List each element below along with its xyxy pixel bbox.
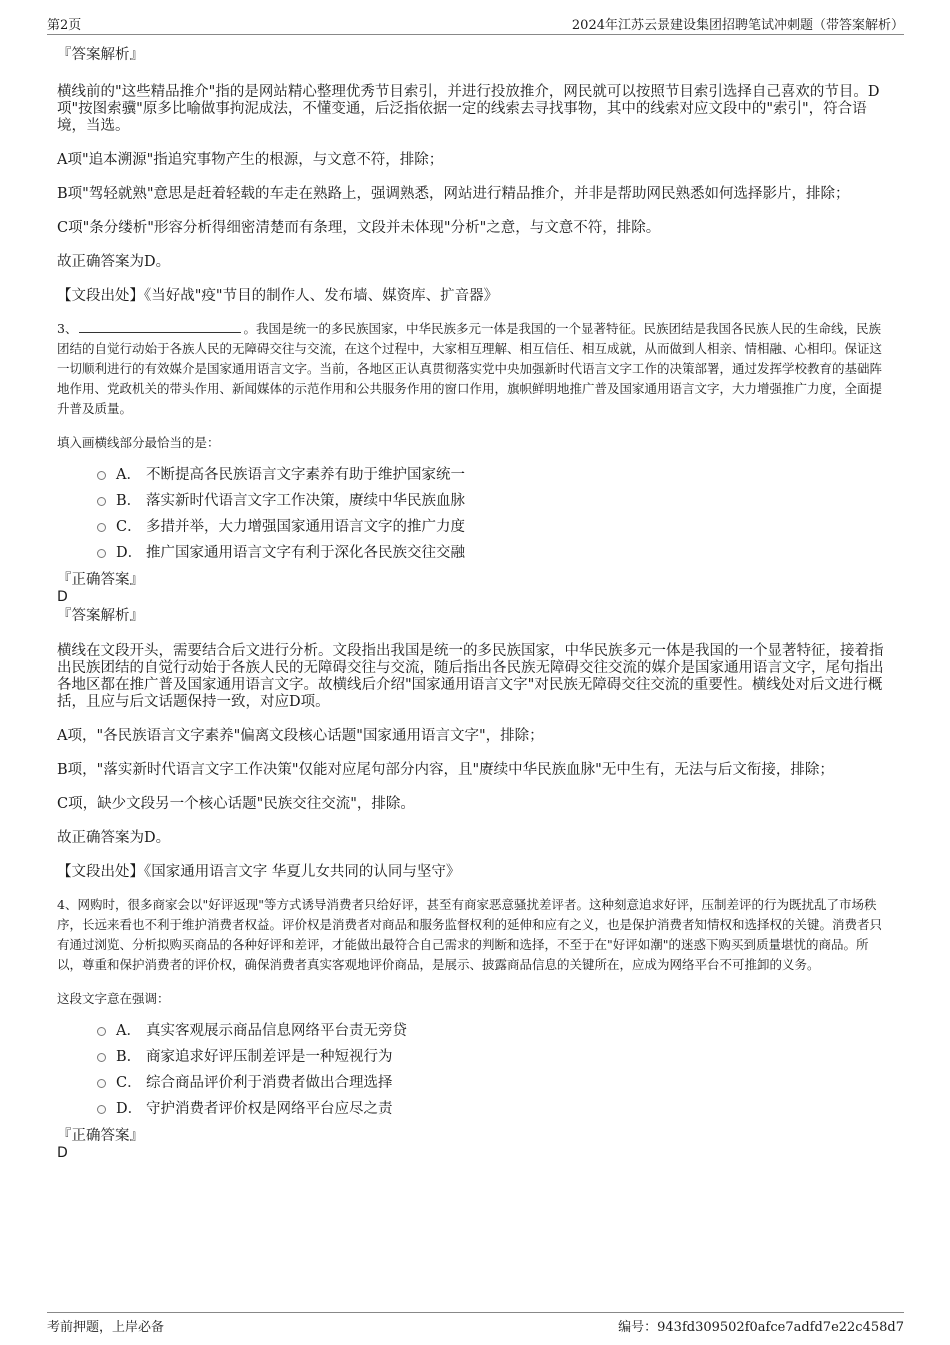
q4-options [97,1018,887,1122]
q4-option-d[interactable]: D． 守护消费者评价权是网络平台应尽之责 [97,1096,887,1122]
q4-correct-label: 『正确答案』 [57,1128,144,1144]
q3-option-c[interactable]: C． 多措并举，大力增强国家通用语言文字的推广力度 [97,514,887,540]
q4-passage: 4、网购时，很多商家会以"好评返现"等方式诱导消费者只给好评，甚至有商家恶意骚扰差评者。这种刻意追求好评，压制差评的行为既扰乱了市场秩序，长远来看也不利于维护消费者权益。评价权是消费者对商品和服务监督权利的延伸和应有之义，也是保护消费者知情权和选择权的关键。消费者只有通过浏览、分析拟购买商品的各种好评和差评，才能做出最符合自己需求的判断和选择，不至于在"好评如潮"的迷惑下购买到质量堪忧的商品。所以，尊重和保护消费者的评价权，确保消费者真实客观地评价商品，是展示、披露商品信息的关键所在，应成为网络平台不可推卸的义务。 [57,897,883,972]
page-header [47,12,904,35]
page-footer [47,1312,904,1335]
q3-analysis: 横线在文段开头，需要结合后文进行分析。文段指出我国是统一的多民族国家，中华民族多元一体是我国的一个显著特征，接着指出民族团结的自觉行动始于各族人民的无障碍交往与交流，随后指出各民族无障碍交往交流的媒介是国家通用语言文字，尾句指出各地区都在推广普及国家通用语言文字。故横线后介绍"国家通用语言文字"对民族无障碍交往交流的重要性。横线处对后文进行概括，且应与后文话题保持一致，对应D项。 [57,643,884,710]
radio-icon[interactable] [97,1079,106,1088]
q3-source: 【文段出处】《国家通用语言文字 华夏儿女共同的认同与坚守》 [57,864,461,880]
q2-option-a-analysis: A项"追本溯源"指追究事物产生的根源，与文意不符，排除； [57,152,444,168]
q3-passage [57,319,887,419]
q3-number: 3、 [57,321,78,336]
radio-icon[interactable] [97,549,106,558]
q2-source: 【文段出处】《当好战"疫"节目的制作人、发布墙、媒资库、扩音器》 [57,288,499,304]
q4-prompt: 这段文字意在强调： [57,991,170,1006]
page-number: 第2页 [47,18,82,33]
q2-option-b-analysis: B项"驾轻就熟"意思是赶着轻载的车走在熟路上，强调熟悉，网站进行精品推介，并非是帮助网民熟悉如何选择影片，排除； [57,186,850,202]
radio-icon[interactable] [97,1053,106,1062]
q3-option-a[interactable]: A． 不断提高各民族语言文字素养有助于维护国家统一 [97,462,887,488]
q3-prompt: 填入画横线部分最恰当的是： [57,435,220,450]
q4-correct-answer: D [57,1145,68,1161]
q3-option-a-analysis: A项，"各民族语言文字素养"偏离文段核心话题"国家通用语言文字"，排除； [57,728,544,744]
q3-option-b[interactable]: B． 落实新时代语言文字工作决策，赓续中华民族血脉 [97,488,887,514]
radio-icon[interactable] [97,497,106,506]
document-body [57,44,887,1162]
radio-icon[interactable] [97,1105,106,1114]
q3-passage-text: 。我国是统一的多民族国家，中华民族多元一体是我国的一个显著特征。民族团结是我国各民族人民的生命线，民族团结的自觉行动始于各族人民的无障碍交往与交流，在这个过程中，大家相互理解、相互信任、相互成就，从而做到人相亲、情相融、心相印。保证这一切顺利进行的有效媒介是国家通用语言文字。当前，各地区正认真贯彻落实党中央加强新时代语言文字工作的决策部署，通过发挥学校教育的基础阵地作用、党政机关的带头作用、新闻媒体的示范作用和公共服务作用的窗口作用，旗帜鲜明地推广普及国家通用语言文字，大力增强推广力度，全面提升普及质量。 [57,321,883,416]
q2-analysis: 横线前的"这些精品推介"指的是网站精心整理优秀节目索引，并进行投放推介，网民就可以按照节目索引选择自己喜欢的节目。D项"按图索骥"原多比喻做事拘泥成法，不懂变通，后泛指依据一定的线索去寻找事物，其中的线索对应文段中的"索引"，符合语境，当选。 [57,84,880,134]
q4-option-b[interactable]: B． 商家追求好评压制差评是一种短视行为 [97,1044,887,1070]
q3-option-d[interactable]: D． 推广国家通用语言文字有利于深化各民族交往交融 [97,540,887,566]
radio-icon[interactable] [97,471,106,480]
document-title: 2024年江苏云景建设集团招聘笔试冲刺题（带答案解析） [571,18,904,33]
q2-option-c-analysis: C项"条分缕析"形容分析得细密清楚而有条理，文段并未体现"分析"之意，与文意不符，排除。 [57,220,661,236]
q2-analysis-label: 『答案解析』 [57,47,144,63]
footer-slogan: 考前押题，上岸必备 [47,1320,165,1335]
q3-blank [79,320,241,333]
q4-option-c[interactable]: C． 综合商品评价利于消费者做出合理选择 [97,1070,887,1096]
q3-analysis-label: 『答案解析』 [57,608,144,624]
q2-conclusion: 故正确答案为D。 [57,254,171,270]
q3-option-b-analysis: B项，"落实新时代语言文字工作决策"仅能对应尾句部分内容，且"赓续中华民族血脉"无中生有，无法与后文衔接，排除； [57,762,834,778]
q3-correct-answer: D [57,589,68,605]
q3-conclusion: 故正确答案为D。 [57,830,171,846]
document-id: 编号：943fd309502f0afce7adfd7e22c458d7 [618,1320,904,1335]
radio-icon[interactable] [97,1027,106,1036]
q3-option-c-analysis: C项，缺少文段另一个核心话题"民族交往交流"，排除。 [57,796,415,812]
q4-option-a[interactable]: A． 真实客观展示商品信息网络平台责无旁贷 [97,1018,887,1044]
q3-correct-label: 『正确答案』 [57,572,144,588]
q3-options [97,462,887,566]
radio-icon[interactable] [97,523,106,532]
